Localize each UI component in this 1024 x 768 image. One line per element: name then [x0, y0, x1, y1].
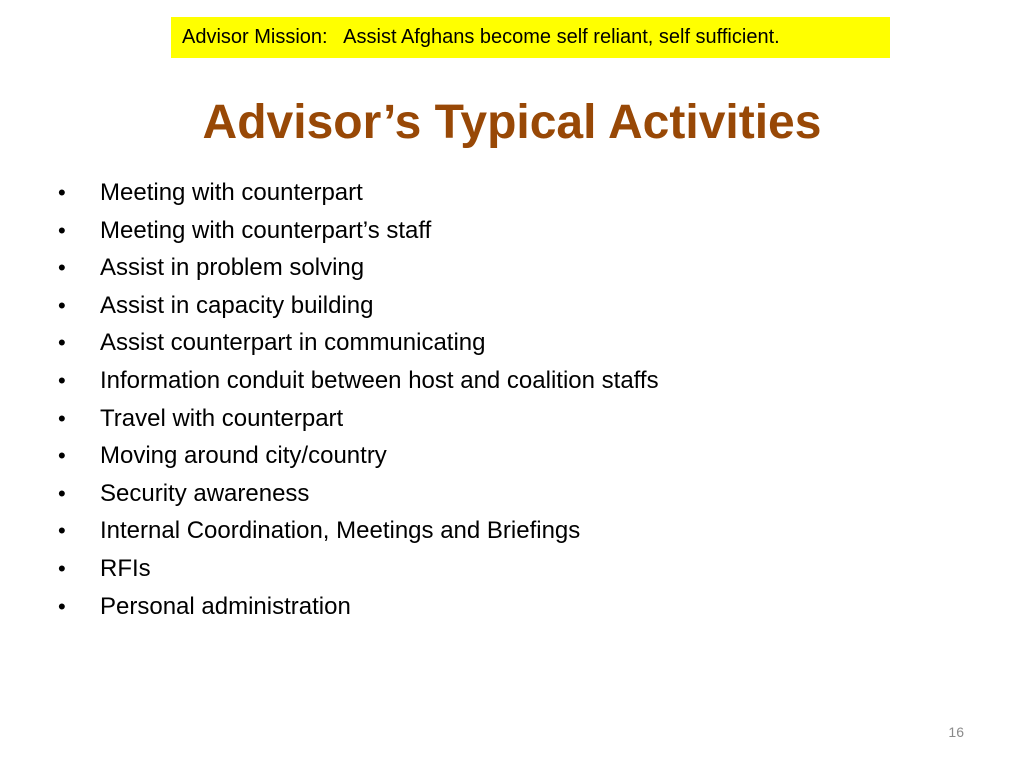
- list-item: [58, 517, 659, 555]
- list-item: [58, 593, 659, 631]
- list-item: [58, 254, 659, 292]
- list-item-text: Meeting with counterpart’s staff: [100, 216, 432, 244]
- activities-list: [58, 179, 659, 630]
- bullet-icon: •: [58, 292, 66, 318]
- list-item: [58, 555, 659, 593]
- list-item-text: Meeting with counterpart: [100, 179, 363, 206]
- list-item: [58, 367, 659, 405]
- mission-banner-text: Advisor Mission: Assist Afghans become self reliant, self sufficient.: [182, 26, 780, 48]
- list-item: [58, 329, 659, 367]
- list-item-text: Internal Coordination, Meetings and Briefings: [100, 517, 581, 545]
- list-item-text: Information conduit between host and coalition staffs: [100, 366, 659, 394]
- bullet-icon: •: [58, 217, 66, 243]
- bullet-icon: •: [58, 518, 66, 544]
- list-item-text: Travel with counterpart: [100, 404, 344, 432]
- bullet-icon: •: [58, 555, 66, 581]
- list-item: [58, 405, 659, 443]
- list-item-text: Personal administration: [100, 592, 351, 620]
- slide-number: 16: [948, 724, 964, 740]
- bullet-icon: •: [58, 480, 66, 506]
- bullet-icon: •: [58, 593, 66, 619]
- list-item: [58, 442, 659, 480]
- slide-title: Advisor’s Typical Activities: [202, 96, 822, 149]
- list-item: [58, 480, 659, 518]
- list-item-text: RFIs: [100, 554, 151, 582]
- bullet-icon: •: [58, 330, 66, 356]
- list-item-text: Assist in capacity building: [100, 291, 374, 319]
- bullet-icon: •: [58, 405, 66, 431]
- list-item-text: Moving around city/country: [100, 442, 387, 470]
- list-item: [58, 217, 659, 255]
- list-item: [58, 179, 659, 217]
- list-item-text: Security awareness: [100, 479, 310, 507]
- bullet-icon: •: [58, 367, 66, 393]
- bullet-icon: •: [58, 443, 66, 469]
- list-item-text: Assist counterpart in communicating: [100, 329, 486, 357]
- bullet-icon: •: [58, 180, 66, 205]
- mission-banner: [171, 17, 890, 58]
- list-item-text: Assist in problem solving: [100, 254, 365, 282]
- list-item: [58, 292, 659, 330]
- bullet-icon: •: [58, 255, 66, 281]
